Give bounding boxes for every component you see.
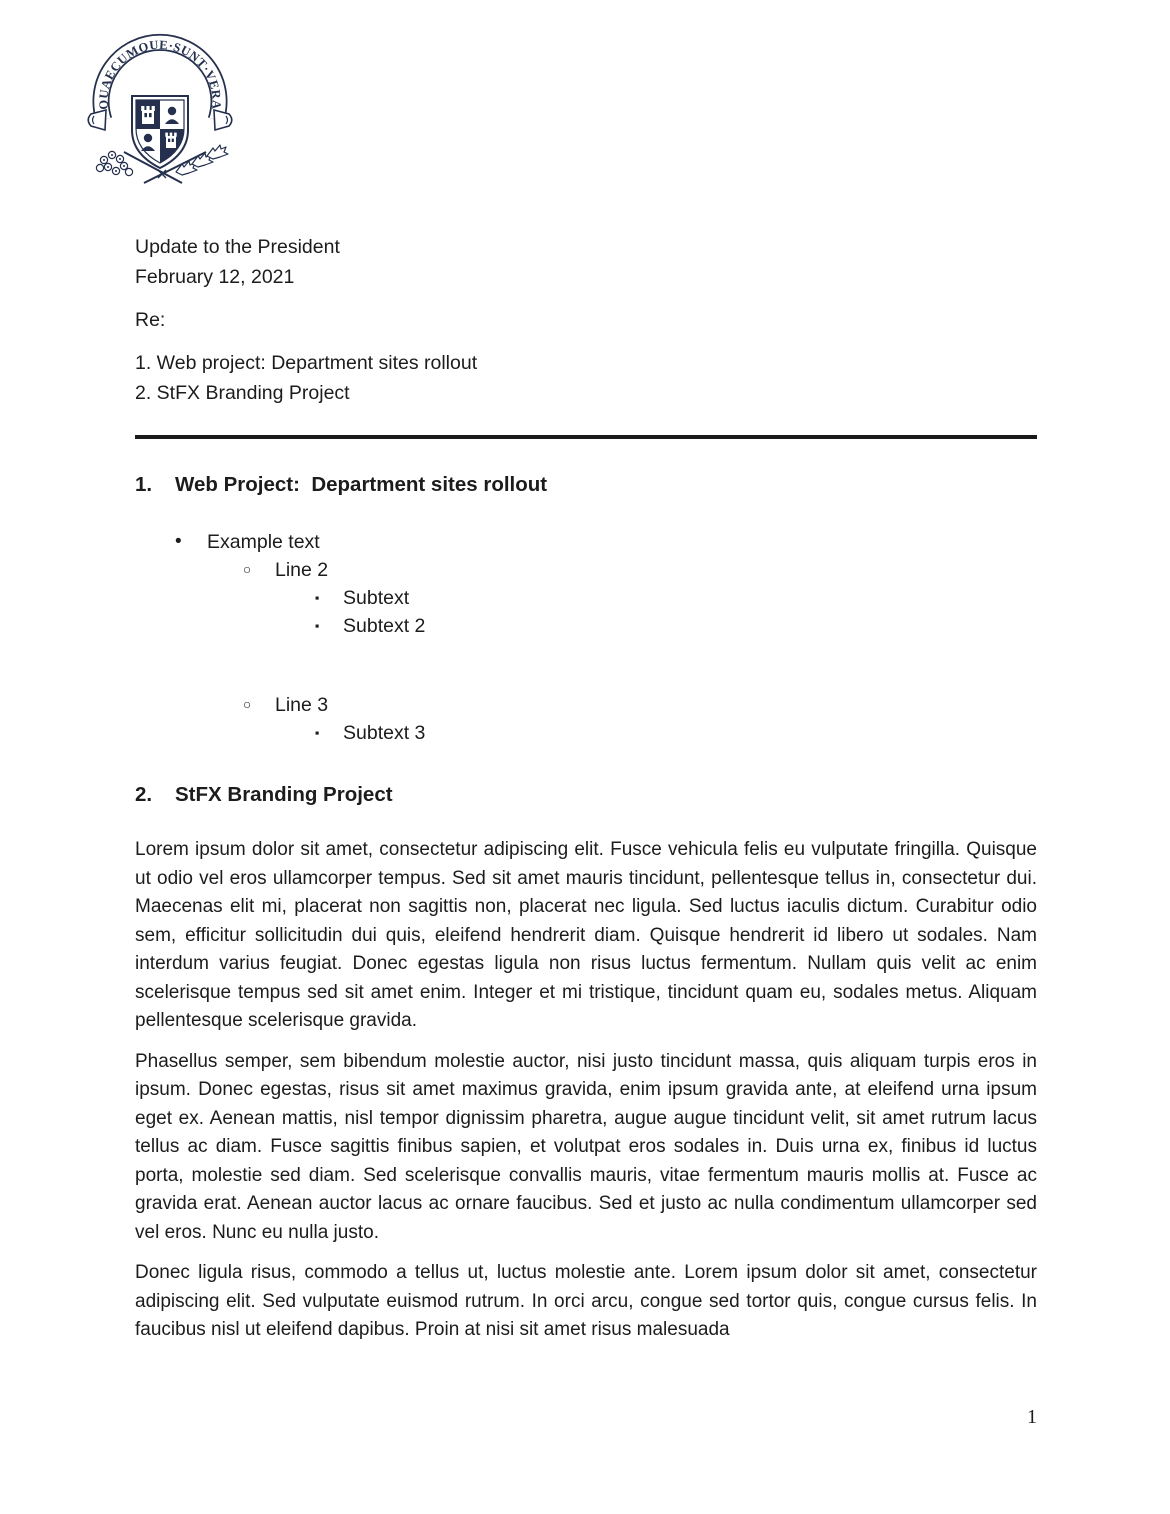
bullet-square-icon: ▪ [315,726,320,740]
re-item: 2. StFX Branding Project [135,382,350,404]
bullet-square-icon: ▪ [315,619,320,633]
list-item-label: Subtext [343,587,410,609]
re-subject-list [135,348,1037,408]
section-title: Web Project: Department sites rollout [175,473,548,496]
memo-content [135,232,1037,1345]
bullet-square-icon: ▪ [315,591,320,605]
list-item-label: Subtext 3 [343,722,426,744]
section-divider [135,435,1037,439]
list-item [135,691,1037,719]
memo-title: Update to the President [135,236,340,258]
crest-shield [132,96,188,168]
section-heading-branding-project [135,780,1037,809]
outline-list [135,528,1037,747]
list-item [135,528,1037,556]
list-item [135,584,1037,612]
re-label: Re: [135,309,166,331]
bullet-disc-icon: • [175,531,182,552]
bullet-circle-icon: ○ [243,697,252,712]
list-item [135,719,1037,747]
page-number: 1 [1027,1406,1037,1428]
list-item [135,556,1037,584]
list-item-label: Line 3 [275,694,329,716]
bullet-circle-icon: ○ [243,562,252,577]
re-item: 1. Web project: Department sites rollout [135,352,478,374]
body-paragraph: Lorem ipsum dolor sit amet, consectetur adipiscing elit. Fusce vehicula felis eu vulputate fringilla. Quisque ut odio vel eros ullamcorper tempus. Sed sit amet mauris tincidunt, pellentesque tellus in, consectetur dui. Maecenas elit mi, placerat non sagittis non, placerat nec ligula. Sed luctus iaculis dictum. Curabitur odio sem, efficitur sollicitudin dui quis, eleifend hendrerit diam. Quisque hendrerit id libero ut sodales. Nam interdum varius feugiat. Donec egestas ligula non risus luctus fermentum. Nullam quis velit ac enim scelerisque tempus sed sit amet enim. Integer et mi tristique, tincidunt quam eu, sodales metus. Aliquam pellentesque scelerisque gravida. [135,839,1037,1031]
body-paragraph: Phasellus semper, sem bibendum molestie auctor, nisi justo tincidunt massa, quis aliquam turpis eros in ipsum. Donec egestas, risus sit amet maximus gravida, enim ipsum gravida ante, at eleifend urna ipsum eget ex. Aenean mattis, nisl tempor dignissim pharetra, augue augue tincidunt velit, sit amet rutrum lacus tellus ac diam. Fusce sagittis finibus sapien, et volutpat eros sodales in. Duis urna ex, finibus id luctus porta, molestie sed diam. Sed scelerisque convallis mauris, vitae fermentum mauris mollis at. Fusce ac gravida erat. Aenean auctor lacus ac ornare faucibus. Sed et justo ac nulla condimentum ullamcorper sed vel eros. Nunc eu nulla justo. [135,1050,1037,1243]
list-item-label: Example text [207,531,320,553]
section-number: 2. [135,783,153,806]
list-item-label: Line 2 [275,559,329,581]
section-number: 1. [135,473,153,496]
memo-date: February 12, 2021 [135,266,295,288]
body-paragraph: Donec ligula risus, commodo a tellus ut, luctus molestie ante. Lorem ipsum dolor sit amet, consectetur adipiscing elit. Sed vulputate euismod rutrum. In orci arcu, congue sed tortor quis, congue cursus felis. In faucibus nisl ut eleifend dapibus. Proin at nisi sit amet risus malesuada [135,1262,1037,1340]
list-item-label: Subtext 2 [343,615,426,637]
section-heading-web-project [135,470,1037,499]
crest-motto: QUAECUMQUE·SUNT·VERA [96,37,224,111]
section-title: StFX Branding Project [175,783,393,806]
list-item [135,612,1037,640]
stfx-crest-logo [84,20,236,192]
